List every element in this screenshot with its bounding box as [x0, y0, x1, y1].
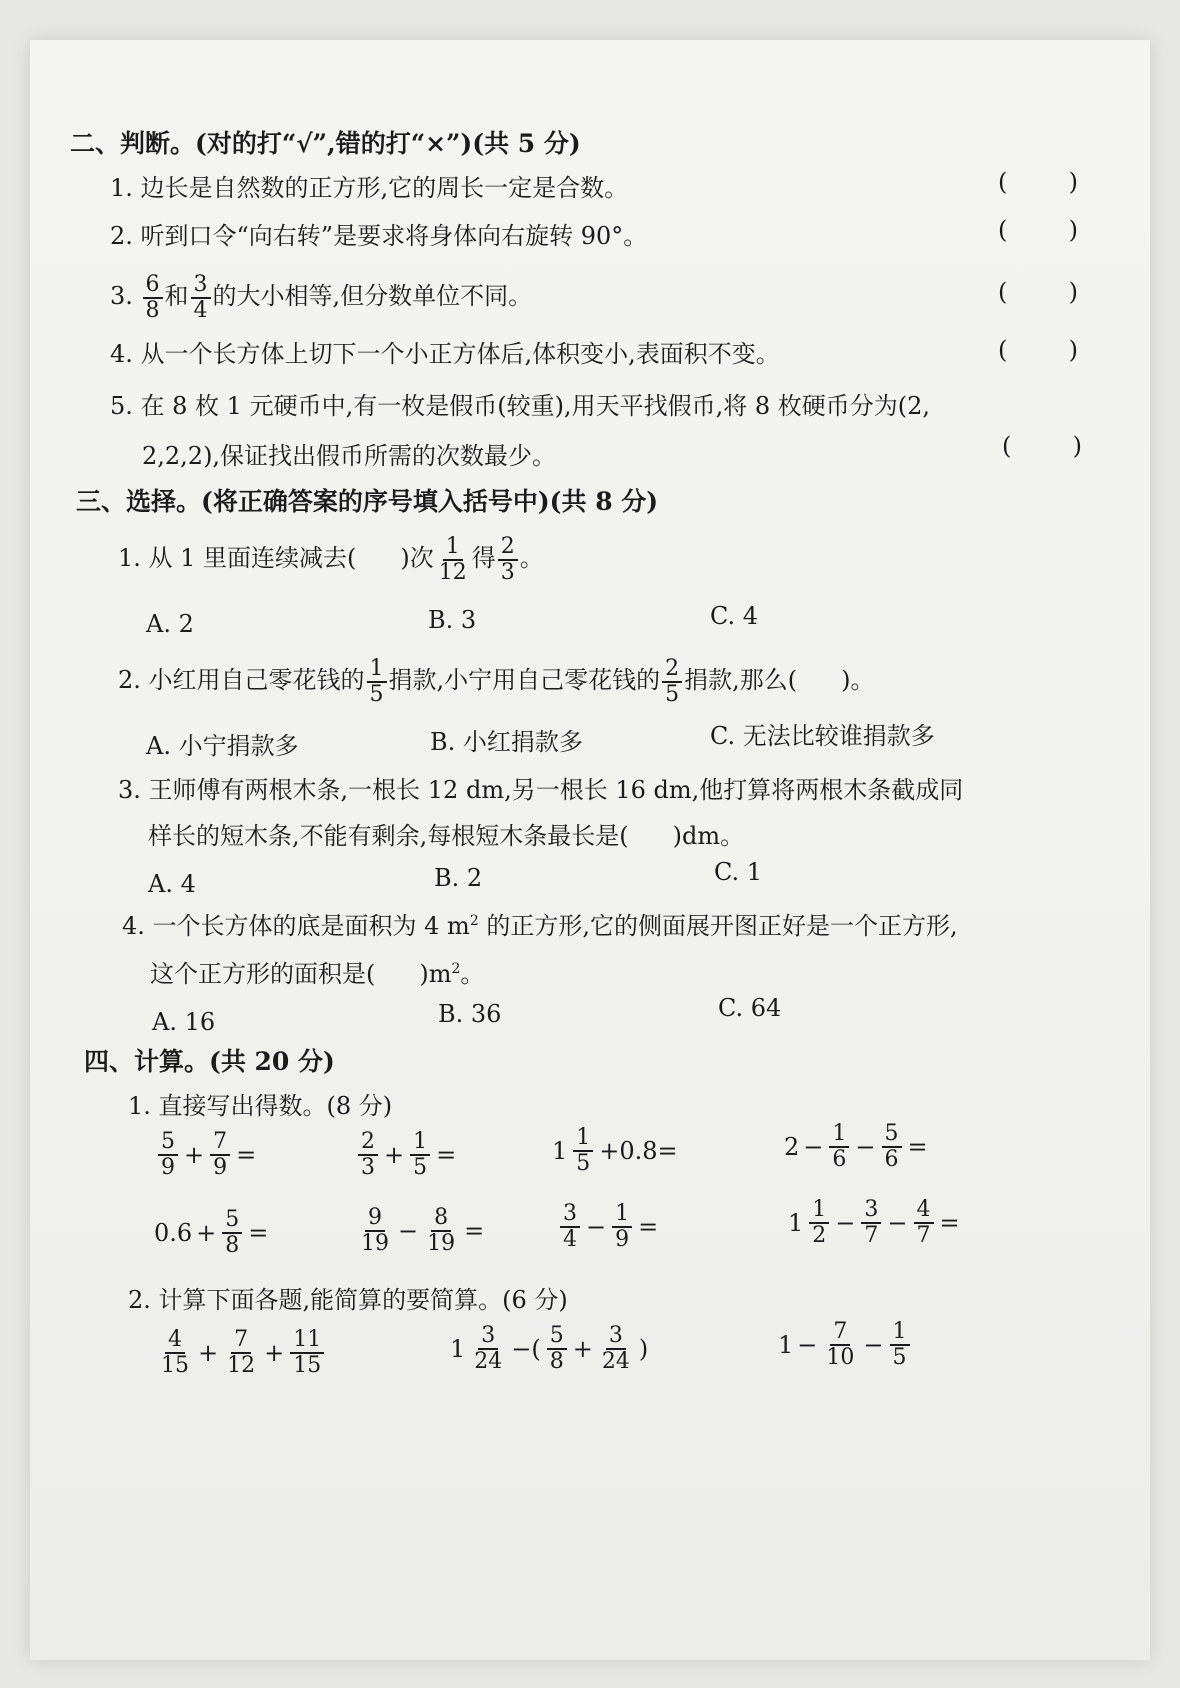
choice-q1-option-a[interactable]: A. 2: [146, 610, 194, 638]
calc-sub1-heading: 1. 直接写出得数。(8 分): [128, 1092, 393, 1120]
calc-simplify-2: 1 $\frac{3}{24}$ −( $\frac{5}{8}$ + $\frac{3}{24}$ ): [450, 1323, 649, 1374]
answer-bracket-q3[interactable]: ( ): [998, 278, 1078, 306]
choice-q3-option-b[interactable]: B. 2: [434, 864, 483, 892]
calc-simplify-3: 1 − $\frac{7}{10}$ − $\frac{1}{5}$: [778, 1320, 912, 1370]
choice-q4-option-b[interactable]: B. 36: [438, 1000, 502, 1028]
calc-expr-8: 1 $\frac{1}{2}$ − $\frac{3}{7}$ − $\frac{4}{7}$ =: [788, 1197, 960, 1248]
choice-q4-option-c[interactable]: C. 64: [718, 994, 782, 1022]
choice-q2-option-a[interactable]: A. 小宁捐款多: [146, 732, 299, 760]
answer-bracket-q4[interactable]: ( ): [998, 336, 1078, 364]
judge-q2: 2. 听到口令“向右转”是要求将身体向右旋转 90°。: [110, 222, 648, 250]
answer-bracket-q2[interactable]: ( ): [998, 216, 1078, 244]
choice-q4-line1: 4. 一个长方体的底是面积为 4 $m^2$ 的正方形,它的侧面展开图正好是一个正方形,: [122, 912, 958, 940]
choice-q1: 1. 从 1 里面连续减去( )次 $\frac{1}{12}$ 得 $\frac{2}{3}$ 。: [118, 533, 544, 585]
calc-expr-4: 2 − $\frac{1}{6}$ − $\frac{5}{6}$ =: [784, 1121, 928, 1172]
choice-q3-line1: 3. 王师傅有两根木条,一根长 12 dm,另一根长 16 dm,他打算将两根木条截成同: [118, 776, 964, 804]
calc-expr-1: $\frac{5}{9}$ + $\frac{7}{9}$ =: [156, 1130, 256, 1180]
choice-q2: 2. 小红用自己零花钱的 $\frac{1}{5}$ 捐款,小宁用自己零花钱的 $\frac{2}{5}$ 捐款,那么( )。: [118, 655, 875, 707]
calc-expr-3: 1 $\frac{1}{5}$ +0.8=: [552, 1125, 678, 1176]
calc-expr-5: 0.6 + $\frac{5}{8}$ =: [154, 1207, 269, 1258]
section2-heading: 二、判断。(对的打“√”,错的打“×”)(共 5 分): [70, 129, 581, 158]
section4-heading: 四、计算。(共 20 分): [84, 1047, 335, 1076]
judge-q4: 4. 从一个长方体上切下一个小正方体后,体积变小,表面积不变。: [110, 340, 780, 368]
choice-q3-line2: 样长的短木条,不能有剩余,每根短木条最长是( )dm。: [148, 822, 745, 850]
calc-expr-2: $\frac{2}{3}$ + $\frac{1}{5}$ =: [356, 1130, 456, 1180]
choice-q1-option-b[interactable]: B. 3: [428, 606, 477, 634]
choice-q2-option-c[interactable]: C. 无法比较谁捐款多: [710, 722, 935, 750]
choice-q3-option-c[interactable]: C. 1: [714, 858, 763, 886]
choice-q1-option-c[interactable]: C. 4: [710, 602, 759, 630]
calc-simplify-1: $\frac{4}{15}$ + $\frac{7}{12}$ + $\frac{11}{15}$: [156, 1328, 326, 1378]
choice-q4-option-a[interactable]: A. 16: [152, 1008, 216, 1036]
choice-q3-option-a[interactable]: A. 4: [148, 870, 196, 898]
section3-heading: 三、选择。(将正确答案的序号填入括号中)(共 8 分): [76, 487, 659, 516]
calc-expr-6: $\frac{9}{19}$ − $\frac{8}{19}$ =: [361, 1205, 485, 1256]
judge-q5-line2: 2,2,2),保证找出假币所需的次数最少。: [142, 442, 557, 470]
judge-q5-line1: 5. 在 8 枚 1 元硬币中,有一枚是假币(较重),用天平找假币,将 8 枚硬币分为(2,: [110, 392, 930, 420]
choice-q2-option-b[interactable]: B. 小红捐款多: [430, 728, 583, 756]
calc-expr-7: $\frac{3}{4}$ − $\frac{1}{9}$ =: [558, 1202, 658, 1252]
answer-bracket-q5[interactable]: ( ): [1002, 432, 1082, 460]
judge-q3: 3. $\frac{6}{8}$ 和 $\frac{3}{4}$ 的大小相等,但分数单位不同。: [110, 271, 533, 323]
judge-q1: 1. 边长是自然数的正方形,它的周长一定是合数。: [110, 174, 629, 202]
calc-sub2-heading: 2. 计算下面各题,能简算的要简算。(6 分): [128, 1286, 568, 1314]
exam-paper: [30, 40, 1150, 1660]
answer-bracket-q1[interactable]: ( ): [998, 168, 1078, 196]
choice-q4-line2: 这个正方形的面积是( )$m^2$。: [150, 960, 485, 988]
